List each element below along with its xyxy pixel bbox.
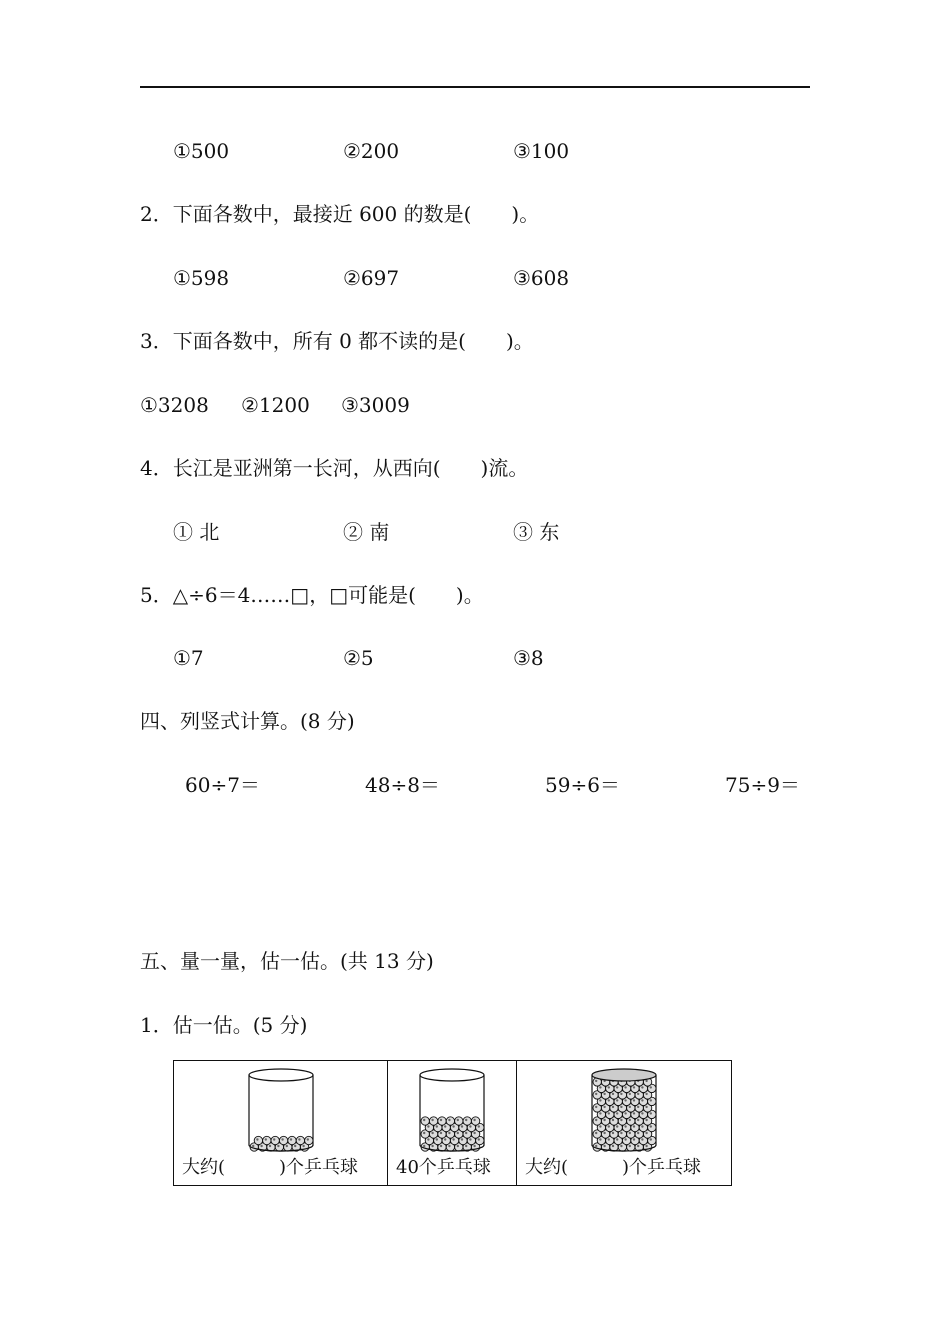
- q5-stem: 5．△÷6＝4……□，□可能是( )。: [140, 583, 484, 607]
- q4-option-2: ② 南: [343, 520, 390, 544]
- estimation-cell-1: [174, 1061, 388, 1186]
- q2-option-2: ②697: [343, 266, 400, 290]
- jar-with-balls-icon: [246, 1065, 316, 1153]
- q1-option-1: ①500: [173, 139, 230, 163]
- q3-option-2: ②1200: [241, 393, 310, 417]
- q4-option-1: ① 北: [173, 520, 220, 544]
- q5-option-2: ②5: [343, 646, 374, 670]
- estimation-caption-2: 40个乒乓球: [396, 1157, 491, 1178]
- header-rule: [140, 86, 810, 88]
- q2-option-3: ③608: [513, 266, 570, 290]
- q2-option-1: ①598: [173, 266, 230, 290]
- section5-q1-title: 1．估一估。(5 分): [140, 1013, 308, 1037]
- division-problem-3: 59÷6＝: [545, 773, 620, 797]
- division-problem-4: 75÷9＝: [725, 773, 800, 797]
- estimation-cell-3: [517, 1061, 732, 1186]
- estimation-cell-2: [388, 1061, 517, 1186]
- estimation-caption-3: 大约( )个乒乓球: [525, 1157, 702, 1178]
- q3-option-1: ①3208: [140, 393, 209, 417]
- estimation-caption-1: 大约( )个乒乓球: [182, 1157, 359, 1178]
- q4-option-3: ③ 东: [513, 520, 560, 544]
- q1-option-2: ②200: [343, 139, 400, 163]
- jar-with-balls-icon: [589, 1065, 659, 1153]
- q3-stem: 3．下面各数中，所有 0 都不读的是( )。: [140, 329, 534, 353]
- section5-title: 五、量一量，估一估。(共 13 分): [140, 949, 434, 973]
- q2-stem: 2．下面各数中，最接近 600 的数是( )。: [140, 202, 540, 226]
- q1-option-3: ③100: [513, 139, 570, 163]
- q5-option-1: ①7: [173, 646, 204, 670]
- jar-with-balls-icon: [417, 1065, 487, 1153]
- q3-option-3: ③3009: [341, 393, 410, 417]
- estimation-table: [173, 1060, 732, 1186]
- q5-option-3: ③8: [513, 646, 544, 670]
- division-problem-2: 48÷8＝: [365, 773, 440, 797]
- division-problem-1: 60÷7＝: [185, 773, 260, 797]
- q4-stem: 4．长江是亚洲第一长河，从西向( )流。: [140, 456, 529, 480]
- section4-title: 四、列竖式计算。(8 分): [140, 709, 355, 733]
